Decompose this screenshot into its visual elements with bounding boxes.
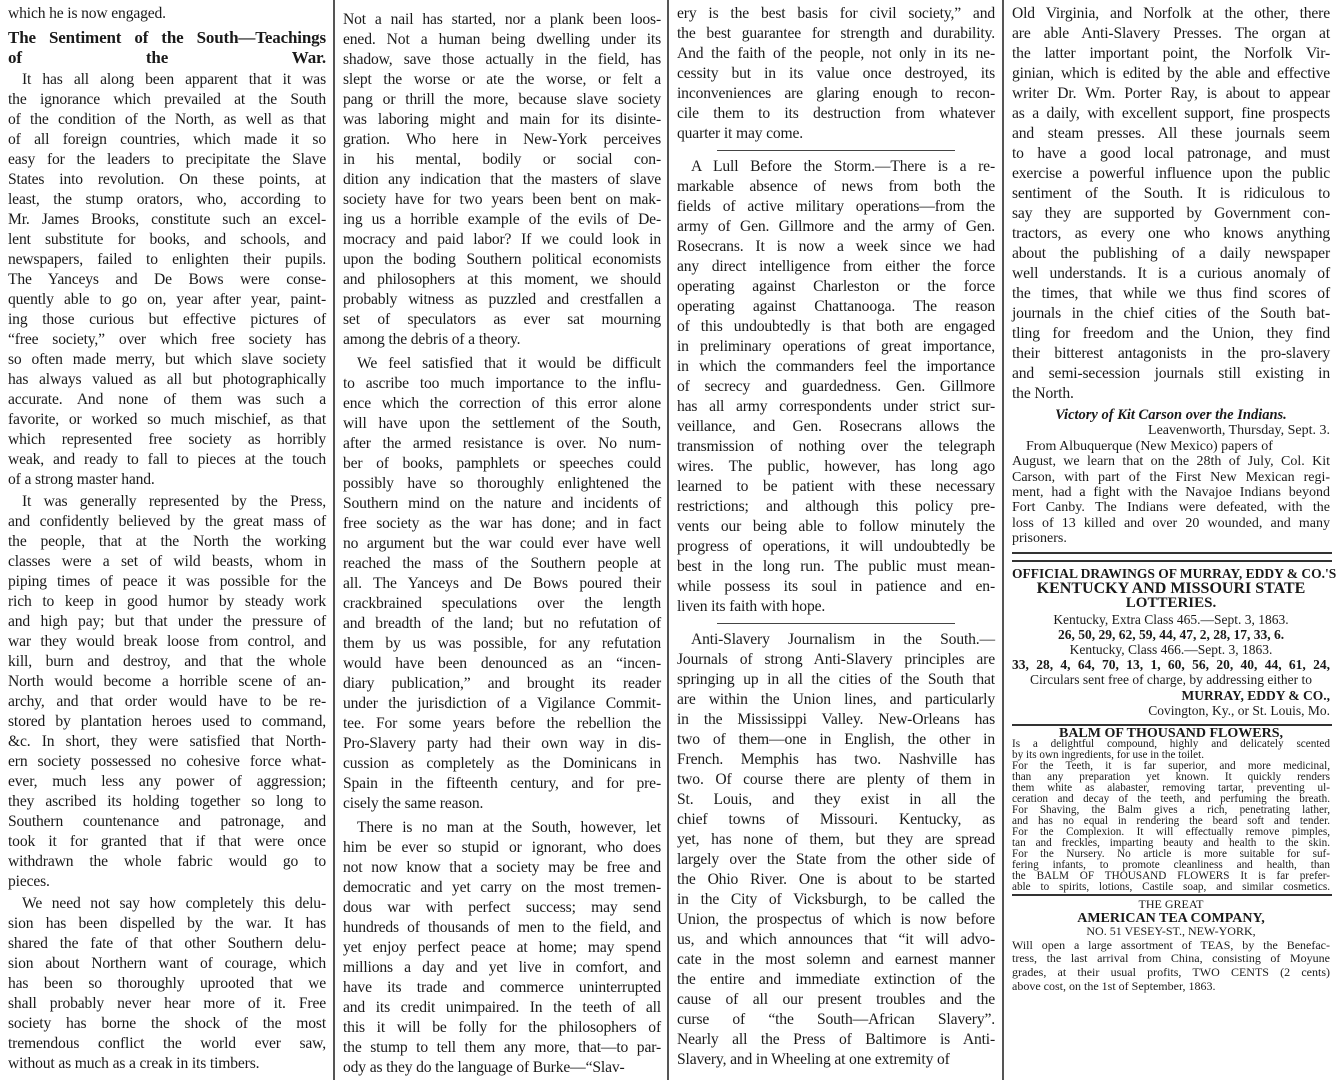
text-line: sentiment of the South. It is ridiculous to: [1012, 185, 1330, 202]
text-line: Spain in the fifteenth century, and for pre-: [343, 775, 661, 792]
text-line: dition any indication that the masters of slave: [343, 171, 661, 188]
ad-line: 26, 50, 29, 62, 59, 44, 47, 2, 28, 17, 33, 6.: [1057, 626, 1285, 642]
text-line: There is no man at the South, however, let: [357, 819, 661, 836]
text-line: ginian, which is edited by the able and effective: [1012, 65, 1330, 82]
text-line: journals in the chief cities of the South bat-: [1012, 305, 1330, 322]
paragraph: [8, 4, 326, 24]
text-line: would have been denounced as an “incen-: [343, 655, 661, 672]
text-line: was laboring might and main for its disinte-: [343, 111, 661, 128]
text-line: shall probably never hear more of it. Free: [8, 995, 326, 1012]
text-line: States into revolution. On these points, at: [8, 171, 326, 188]
text-line: tling for freedom and the Union, they find: [1012, 325, 1330, 342]
paragraph: [343, 818, 661, 1078]
text-line: Not a nail has started, nor a plank been loos-: [343, 11, 661, 28]
text-line: Rosecrans. It is now a week since we had: [677, 238, 995, 255]
text-line: least, the stump orators, who, according to: [8, 191, 326, 208]
ad-line: Fort Canby. The Indians were defeated, with the: [1012, 500, 1330, 516]
paragraph: [1012, 4, 1330, 404]
text-line: set of speculators as ever sat mourning: [343, 311, 661, 328]
text-line: Nearly all the Press of Baltimore is Anti-: [677, 1031, 995, 1048]
ad-line: NO. 51 VESEY-ST., NEW-YORK,: [1086, 924, 1256, 939]
text-line: ing those curious but effective pictures of: [8, 311, 326, 328]
text-line: in his mental, bodily or social con-: [343, 151, 661, 168]
text-line: war they would break loose from control, and: [8, 633, 326, 650]
text-line: lent substitute for books, and schools, and: [8, 231, 326, 248]
text-line: chief towns of Missouri. Kentucky, as: [677, 811, 995, 828]
text-line: cussion as completely as the Dominicans in: [343, 755, 661, 772]
text-line: inconveniences are glaring enough to recon-: [677, 85, 995, 102]
text-line: favorite, or worked so much mischief, as that: [8, 411, 326, 428]
ad-line: August, we learn that on the 28th of July, Col. Kit: [1012, 454, 1330, 470]
text-line: exercise a powerful influence upon the public: [1012, 165, 1330, 182]
ad-divider: [1012, 560, 1332, 562]
text-line: Pro-Slavery party had their own way in dis-: [343, 735, 661, 752]
ad-line: MURRAY, EDDY & CO.,: [1181, 687, 1330, 703]
text-line: withdrawn the whole fabric would go to: [8, 853, 326, 870]
text-line: pieces.: [8, 873, 50, 890]
text-line: springing up in all the cities of the South that: [677, 671, 995, 688]
text-line: slept the worse or ate the worse, or felt a: [343, 71, 661, 88]
ad-line: Kentucky, Extra Class 465.—Sept. 3, 1863.: [1053, 611, 1289, 627]
text-line: rich to keep in good humor by steady work: [8, 593, 326, 610]
advertisement-tea-company: [1012, 898, 1330, 993]
ad-line: Will open a large assortment of TEAS, by the Benefac-: [1012, 937, 1330, 952]
advertisement-lotteries: [1012, 566, 1336, 718]
text-line: ing us a horrible example of the evils of De-: [343, 211, 661, 228]
ad-line: Victory of Kit Carson over the Indians.: [1055, 407, 1287, 423]
text-line: are able Anti-Slavery Presses. The organ at: [1012, 25, 1330, 42]
text-line: cessity but in its value once destroyed, its: [677, 65, 995, 82]
text-line: shadow, save those actually in the field, has: [343, 51, 661, 68]
ad-line: the BALM OF THOUSAND FLOWERS It is far prefer-: [1012, 870, 1330, 882]
text-line: which represented free society as horribly: [8, 431, 326, 448]
ad-line: For the Nursery. No article is more suitable for suf-: [1012, 848, 1330, 860]
column-rule: [333, 0, 335, 1080]
text-line: It has all along been apparent that it was: [22, 71, 326, 88]
paragraph: [677, 630, 995, 1070]
text-line: while possess its soul in patience and en-: [677, 578, 995, 595]
column-3: [677, 0, 995, 1084]
paragraph: [343, 10, 661, 350]
text-line: A Lull Before the Storm.—There is a re-: [691, 158, 995, 175]
text-line: It was generally represented by the Press,: [22, 493, 326, 510]
text-line: kill, burn and destroy, and that the whole: [8, 653, 326, 670]
ad-line: above cost, on the 1st of September, 1863.: [1012, 978, 1216, 993]
text-line: under the jurisdiction of a Vigilance Commit-: [343, 695, 661, 712]
text-line: probably witness as puzzled and crestfallen a: [343, 291, 661, 308]
text-line: largely over the State from the other side of: [677, 851, 995, 868]
text-line: will have upon the settlement of the South,: [343, 415, 661, 432]
column-1: [8, 0, 326, 1084]
text-line: hundreds of thousands of men to the field, and: [343, 919, 661, 936]
text-line: two of them—one in English, the other in: [677, 731, 995, 748]
ad-line: and has no equal in rendering the beard soft and tender.: [1012, 815, 1330, 827]
text-line: among the debris of a theory.: [343, 331, 521, 348]
text-line: society has borne the shock of the most: [8, 1015, 326, 1032]
ad-line: For the Teeth, it is far superior, and more medicinal,: [1012, 760, 1330, 772]
text-line: Old Virginia, and Norfolk at the other, there: [1012, 5, 1330, 22]
text-line: the people, that at the North the working: [8, 533, 326, 550]
text-line: of a strong master hand.: [8, 471, 155, 488]
text-line: quently able to go on, year after year, paint-: [8, 291, 326, 308]
ad-line: than any preparation yet known. It quickly renders: [1012, 771, 1330, 783]
text-line: upon the boding Southern political economists: [343, 251, 661, 268]
text-line: cile them to its destruction from whatever: [677, 105, 995, 122]
text-line: and breadth of the land; but no refutation of: [343, 615, 661, 632]
text-line: no argument but the war could ever have well: [343, 535, 661, 552]
text-line: army of Gen. Gillmore and the army of Gen.: [677, 218, 995, 235]
text-line: are within the Union lines, and particularly: [677, 691, 995, 708]
text-line: ence which the correction of this error alone: [343, 395, 661, 412]
text-line: Southern mind on the nature and incidents of: [343, 495, 661, 512]
text-line: vents our being able to follow minutely the: [677, 518, 995, 535]
ad-line: ment, had a fight with the Navajoe Indians beyond: [1012, 485, 1330, 501]
text-line: in which the commanders feel the importance: [677, 358, 995, 375]
text-line: archy, and that order would have to be re-: [8, 693, 326, 710]
text-line: crackbrained speculations over the length: [343, 595, 661, 612]
text-line: wires. The public, however, has long ago: [677, 458, 995, 475]
text-line: North would become a horrible scene of an-: [8, 673, 326, 690]
text-line: of this undoubtedly is that both are engaged: [677, 318, 995, 335]
ad-line: Leavenworth, Thursday, Sept. 3.: [1148, 423, 1330, 439]
text-line: possibly have so thoroughly enlightened the: [343, 475, 661, 492]
text-line: ern society possessed no cohesive force what-: [8, 753, 326, 770]
text-line: Anti-Slavery Journalism in the South.—: [691, 631, 995, 648]
ad-line: ceration and decay of the teeth, and perfuming the breath.: [1012, 793, 1330, 805]
text-line: gration. Who here in New-York perceives: [343, 131, 661, 148]
paragraph: [8, 492, 326, 892]
text-line: they ascribed its holding together so long to: [8, 793, 326, 810]
text-line: of secrecy and guardedness. Gen. Gillmore: [677, 378, 995, 395]
text-line: restrictions; and although this policy pre-: [677, 498, 995, 515]
text-line: the best guarantee for strength and durability.: [677, 25, 995, 42]
ad-line: BALM OF THOUSAND FLOWERS,: [1058, 726, 1284, 741]
text-line: this it will be folly for the philosophers of: [343, 1019, 661, 1036]
headline-line: The Sentiment of the South—Teachings: [8, 28, 326, 47]
text-line: cisely the same reason.: [343, 795, 484, 812]
text-line: Slavery, and in Wheeling at one extremity of: [677, 1051, 950, 1068]
text-line: any direct intelligence from either the force: [677, 258, 995, 275]
text-line: in the City of Vicksburgh, to be called the: [677, 891, 995, 908]
text-line: yet, has none of them, but they are spread: [677, 831, 995, 848]
text-line: millions a day and yet live in comfort, and: [343, 959, 661, 976]
ad-line: Kentucky, Class 466.—Sept. 3, 1863.: [1069, 642, 1273, 658]
text-line: to have a good local patronage, and must: [1012, 145, 1330, 162]
text-line: &c. In short, they were satisfied that North-: [8, 733, 326, 750]
text-line: yet enjoy perfect peace at home; may spend: [343, 939, 661, 956]
text-line: as a daily, with excellent support, fine prospects: [1012, 105, 1330, 122]
text-line: veillance, and Gen. Rosecrans allows the: [677, 418, 995, 435]
ad-line: For Shaving, the Balm gives a rich, penetrating lather,: [1012, 804, 1330, 816]
text-line: two. Of course there are plenty of them in: [677, 771, 995, 788]
ad-line: them white as alabaster, removing tartar, preventing ul-: [1012, 782, 1330, 794]
text-line: their bitterest antagonists in the pro-slavery: [1012, 345, 1330, 362]
text-line: the times, that while we thus find scores of: [1012, 285, 1330, 302]
text-line: and steam presses. All these journals seem: [1012, 125, 1330, 142]
text-line: of the condition of the North, as well as that: [8, 111, 326, 128]
text-line: shared the fate of that other Southern delu-: [8, 935, 326, 952]
ad-line: by its own ingredients, for use in the toilet.: [1012, 749, 1205, 761]
column-4: [1012, 0, 1336, 1084]
text-line: so often made merry, but which slave society: [8, 351, 326, 368]
text-line: to ascribe too much importance to the influ-: [343, 375, 661, 392]
ad-line: AMERICAN TEA COMPANY,: [1077, 910, 1265, 926]
text-line: accurate. And none of them was such a: [8, 391, 326, 408]
text-line: liven its faith with hope.: [677, 598, 826, 615]
section-divider: [717, 623, 955, 624]
text-line: not now know that a society may be free and: [343, 859, 661, 876]
text-line: ber of books, pamphlets or speeches could: [343, 455, 661, 472]
text-line: “free society,” over which free society has: [8, 331, 326, 348]
text-line: diary publication,” and brought its reader: [343, 675, 661, 692]
text-line: Union, the prospectus of which is now before: [677, 911, 995, 928]
text-line: after the armed resistance is over. No num-: [343, 435, 661, 452]
text-line: and its credit unimpaired. In the teeth of all: [343, 999, 661, 1016]
ad-line: grades, at their usual profits, TWO CENTS (2 cents): [1012, 964, 1330, 979]
text-line: classes were a set of wild beasts, whom in: [8, 553, 326, 570]
text-line: operating against Chattanooga. The reason: [677, 298, 995, 315]
advertisement-balm: [1012, 728, 1330, 893]
ad-line: Circulars sent free of charge, by addressing either to: [1029, 672, 1313, 688]
text-line: has always valued as all but photographically: [8, 371, 326, 388]
text-line: well understands. It is a curious anomaly of: [1012, 265, 1330, 282]
text-line: weak, and ready to fall to pieces at the touch: [8, 451, 326, 468]
ad-line: Covington, Ky., or St. Louis, Mo.: [1148, 702, 1330, 718]
text-line: progress of operations, it will undoubtedly be: [677, 538, 995, 555]
paragraph: [343, 354, 661, 814]
text-line: writer Dr. Wm. Porter Ray, is about to appear: [1012, 85, 1330, 102]
text-line: curse of “the South—African Slavery”.: [677, 1011, 995, 1028]
text-line: sion has been dispelled by the war. It has: [8, 915, 326, 932]
text-line: them by us was possible, for any refutation: [343, 635, 661, 652]
ad-line: For the Complexion. It will effectually remove pimples,: [1012, 826, 1330, 838]
text-line: have its trade and commerce uninterrupted: [343, 979, 661, 996]
text-line: in preliminary operations of great importance,: [677, 338, 995, 355]
paragraph: [677, 4, 995, 144]
text-line: say they are supported by Government con-: [1012, 205, 1330, 222]
text-line: free society as the war has done; and in fact: [343, 515, 661, 532]
ad-line: KENTUCKY AND MISSOURI STATE: [1036, 580, 1306, 598]
advertisement-kit-carson: [1012, 408, 1330, 547]
ad-line: LOTTERIES.: [1125, 595, 1217, 612]
ad-divider: [1012, 894, 1332, 896]
text-line: society have for two years been bent on mak-: [343, 191, 661, 208]
text-line: quarter it may come.: [677, 125, 804, 142]
text-line: the stump to tell them any more, that—to par-: [343, 1039, 661, 1056]
text-line: and high pay; but that under the pressure of: [8, 613, 326, 630]
ad-line: 33, 28, 4, 64, 70, 13, 1, 60, 56, 20, 40, 44, 61, 24,: [1012, 657, 1330, 673]
text-line: all. The Yanceys and De Bows poured their: [343, 575, 661, 592]
paragraph: [677, 157, 995, 617]
text-line: him be ever so stupid or ignorant, who does: [343, 839, 661, 856]
paragraph: [8, 894, 326, 1074]
text-line: sion about Northern want of courage, which: [8, 955, 326, 972]
text-line: reached the mass of the Southern people at: [343, 555, 661, 572]
text-line: St. Louis, and they exist in all the: [677, 791, 995, 808]
text-line: stored by plantation heroes used to command,: [8, 713, 326, 730]
text-line: the Ohio River. One is about to be started: [677, 871, 995, 888]
text-line: of all foreign countries, which made it so: [8, 131, 326, 148]
text-line: Southern countenance and patronage, and: [8, 813, 326, 830]
text-line: transmission of nothing over the telegraph: [677, 438, 995, 455]
text-line: ened. Not a human being dwelling under its: [343, 31, 661, 48]
text-line: tee. For some years before the rebellion the: [343, 715, 661, 732]
text-line: has all army correspondents under strict sur-: [677, 398, 995, 415]
text-line: and semi-secession journals still existing in: [1012, 365, 1330, 382]
ad-line: tan and freckles, imparting beauty and health to the skin.: [1012, 837, 1330, 849]
text-line: The Yanceys and De Bows were conse-: [8, 271, 326, 288]
text-line: cate in the most solemn and earnest manner: [677, 951, 995, 968]
text-line: And the faith of the people, not only in its ne-: [677, 45, 995, 62]
text-line: dous war with perfect success; may send: [343, 899, 661, 916]
text-line: the ignorance which prevailed at the South: [8, 91, 326, 108]
text-line: Mr. James Brooks, constitute such an excel-: [8, 211, 326, 228]
text-line: and confidently believed by the great mass of: [8, 513, 326, 530]
column-rule: [1002, 0, 1004, 1080]
text-line: and philosophers at this moment, we should: [343, 271, 661, 288]
headline-line: of the War.: [8, 48, 326, 67]
text-line: democratic and yet carry on the most tremen-: [343, 879, 661, 896]
text-line: the latter important point, the Norfolk Vir-: [1012, 45, 1330, 62]
text-line: We need not say how completely this delu-: [22, 895, 326, 912]
ad-line: Carson, with part of the First New Mexican regi-: [1012, 469, 1330, 485]
text-line: pang or thrill the more, because slave society: [343, 91, 661, 108]
paragraph: [8, 70, 326, 490]
ad-line: loss of 13 killed and over 20 wounded, and many: [1012, 515, 1330, 531]
text-line: mocracy and paid labor? If we could look in: [343, 231, 661, 248]
ad-line: fering infants, to promote cleanliness and health, than: [1012, 859, 1330, 871]
ad-line: able to spirits, lotions, Castile soap, and similar cosmetics.: [1012, 881, 1330, 893]
text-line: which he is now engaged.: [8, 5, 166, 22]
text-line: in the Mississippi Valley. New-Orleans has: [677, 711, 995, 728]
text-line: fields of active military operations—from the: [677, 198, 995, 215]
text-line: cause of all our present troubles and the: [677, 991, 995, 1008]
ad-line: OFFICIAL DRAWINGS OF MURRAY, EDDY & CO.'S: [1012, 566, 1336, 581]
ad-line: tress, the last arrival from China, consisting of Moyune: [1012, 951, 1330, 966]
article-headline: [8, 28, 326, 68]
ad-divider: [1012, 552, 1332, 554]
text-line: ody as they do the language of Burke—“Slav-: [343, 1059, 625, 1076]
text-line: piping times of peace it was possible for the: [8, 573, 326, 590]
text-line: best in the long run. The public must mean-: [677, 558, 995, 575]
text-line: tractors, as every one who knows anything: [1012, 225, 1330, 242]
text-line: easy for the leaders to precipitate the Slave: [8, 151, 326, 168]
text-line: tremendous conflict the world ever saw,: [8, 1035, 326, 1052]
column-2: [343, 0, 661, 1090]
text-line: has been so thoroughly uprooted that we: [8, 975, 326, 992]
text-line: French. Memphis has two. Nashville has: [677, 751, 995, 768]
text-line: We feel satisfied that it would be difficult: [357, 355, 661, 372]
text-line: Journals of strong Anti-Slavery principles are: [677, 651, 995, 668]
text-line: learned to be patient with these necessary: [677, 478, 995, 495]
text-line: us, and which announces that “it will advo-: [677, 931, 995, 948]
text-line: about the publishing of a daily newspaper: [1012, 245, 1330, 262]
text-line: markable absence of news from both the: [677, 178, 995, 195]
text-line: took it for granted that if that were once: [8, 833, 326, 850]
text-line: newspapers, failed to enlighten their pupils.: [8, 251, 326, 268]
text-line: without as much as a creak in its timbers.: [8, 1055, 260, 1072]
ad-line: Is a delightful compound, highly and delicately scented: [1012, 738, 1330, 750]
text-line: the entire and immediate extinction of the: [677, 971, 995, 988]
text-line: the North.: [1012, 385, 1074, 402]
ad-line: From Albuquerque (New Mexico) papers of: [1026, 438, 1273, 454]
ad-line: prisoners.: [1012, 531, 1067, 547]
text-line: ery is the best basis for civil society,” and: [677, 5, 995, 22]
column-rule: [667, 0, 669, 1080]
section-divider: [717, 150, 955, 151]
ad-line: THE GREAT: [1138, 897, 1204, 911]
text-line: ever, much less any power of aggression;: [8, 773, 326, 790]
text-line: operating against Charleston or the force: [677, 278, 995, 295]
